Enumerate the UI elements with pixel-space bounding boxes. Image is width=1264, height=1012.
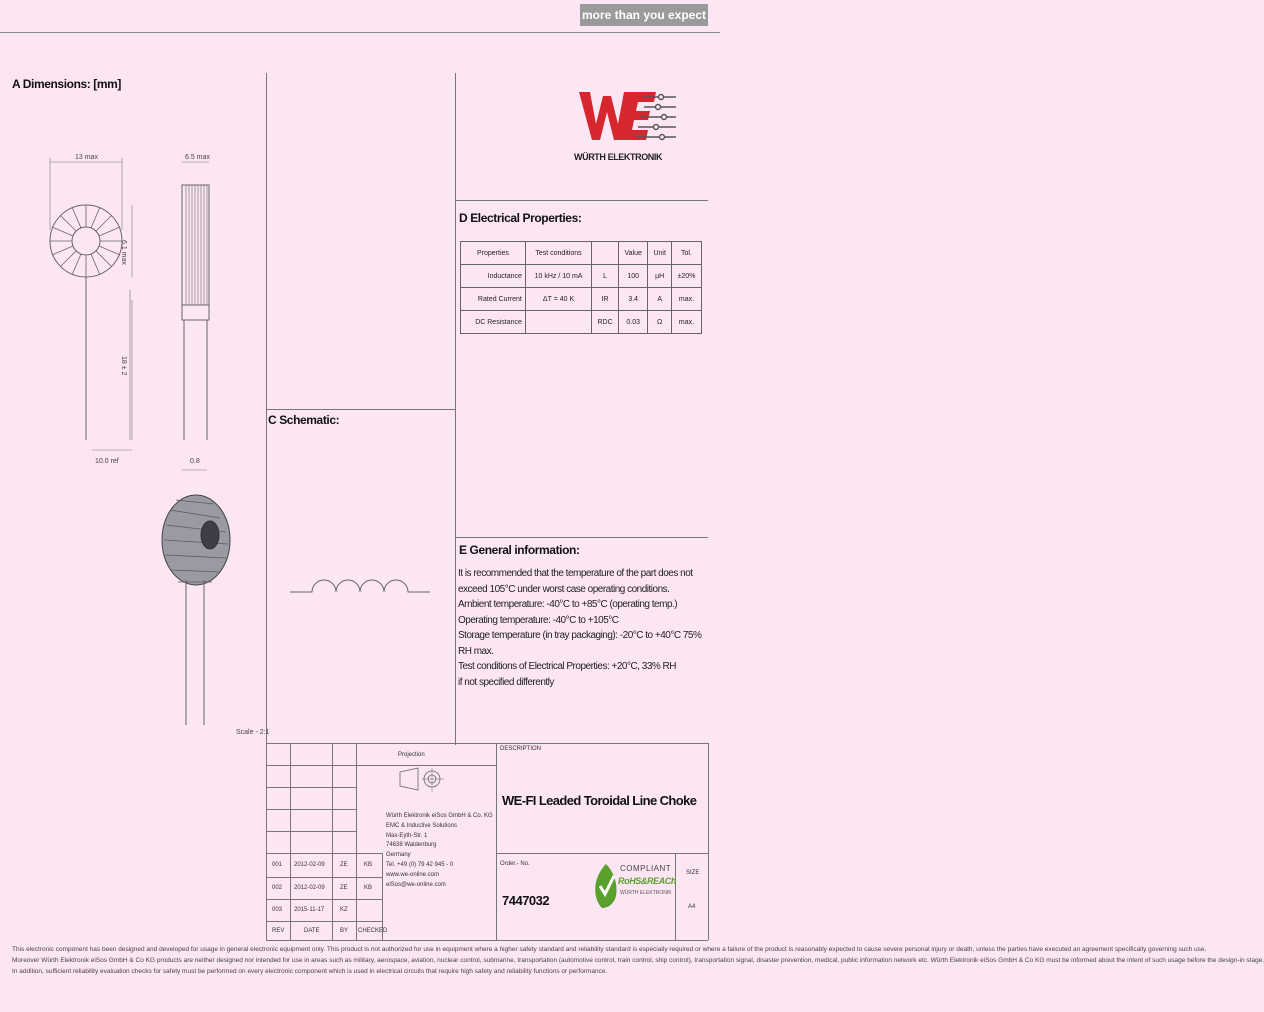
cell-symbol: RDC [592,311,619,334]
cell-property: DC Resistance [461,311,526,334]
table-row [461,311,702,334]
table-header: Tol. [671,242,701,265]
rohs-check-icon [594,862,620,910]
cell-unit: Ω [648,311,672,334]
product-title: WE-FI Leaded Toroidal Line Choke [502,793,697,808]
general-line: Operating temperature: -40°C to +105°C [458,614,619,626]
divider-h-schematic [266,409,455,410]
rev-header-date: DATE [304,928,320,934]
rev-date-cell: 2012-02-09 [294,862,325,868]
rev-header: REV [272,928,285,934]
company-line: Würth Elektronik eiSos GmbH & Co. KG [386,813,493,819]
divider-v-right [455,73,456,745]
section-general-title: E General information: [459,543,580,557]
divider-h-general [455,537,708,538]
slogan-banner: more than you expect [580,4,708,26]
disclaimer [12,944,1264,977]
rev-chk-cell: KB [364,885,373,891]
table-header: Properties [461,242,526,265]
general-information-text [458,566,704,690]
cell-tol: max. [671,288,701,311]
cell-conditions [525,311,591,334]
rev-cell: 001 [272,862,283,868]
rev-by-cell: ZE [340,885,348,891]
cell-unit: A [648,288,672,311]
rev-chk-cell: KB [364,862,373,868]
dim-lead-length-label: 18 ± 2 [120,356,127,376]
table-header: Value [618,242,647,265]
logo-company-name: WÜRTH ELEKTRONIK [574,152,663,162]
description-label: DESCRIPTION [500,746,542,752]
section-dimensions-title: A Dimensions: [mm] [12,77,122,91]
projection-label: Projection [398,752,425,758]
disclaimer-line: Moreover Würth Elektronik eiSos GmbH & Co KG products are neither designed nor intended for use in areas such as military, aerospace, aviation, nuclear control, submarine, transportation (automotive control, train control, ship control), transportation signal, disaster prevention, medical, public information network etc. Würth Elektronik eiSos GmbH & Co KG must be informed about the intent of such usage before the design-in stage. [12,957,1264,964]
cell-property: Inductance [461,265,526,288]
dim-pitch-label: 10.0 ref [95,458,119,465]
section-electrical-title: D Electrical Properties: [459,211,582,225]
company-line: Max-Eyth-Str. 1 [386,832,428,839]
table-header-row [461,242,702,265]
disclaimer-line: This electronic component has been designed and developed for usage in general electronic equipment only. This product is not authorized for use in equipment where a higher safety standard and reliability standard is especially required or where a failure of the product is reasonably expected to cause severe personal injury or death, unless the parties have executed an agreement specifically governing such use. [12,946,1207,953]
general-line: Storage temperature (in tray packaging): -20°C to +40°C 75% RH max. [458,630,702,657]
cell-value: 100 [618,265,647,288]
rev-by-cell: KZ [340,907,348,913]
general-line: if not specified differently [458,676,554,688]
table-header: Unit [648,242,672,265]
cell-property: Rated Current [461,288,526,311]
company-line: EMC & Inductive Solutions [386,822,458,829]
size-label: SIZE [686,870,700,876]
we-logo [576,84,686,174]
cell-conditions: ΔT = 40 K [525,288,591,311]
dimension-drawing [0,140,266,740]
projection-symbol-icon [396,762,446,798]
section-schematic-title: C Schematic: [268,413,340,427]
rev-date-cell: 2012-02-09 [294,885,325,891]
general-line: Ambient temperature: -40°C to +85°C (operating temp.) [458,599,678,610]
disclaimer-line: In addition, sufficient reliability evaluation checks for safety must be performed on every electronic component which is used in electrical circuits that require high safety and reliability functions or performance. [12,968,608,975]
company-line: 74638 Waldenburg [386,842,437,849]
cell-symbol: L [592,265,619,288]
compliant-text: COMPLIANT [620,864,672,873]
rev-date-cell: 2015-11-17 [294,907,325,913]
electrical-properties-table [460,241,702,334]
rohs-text: RoHS&REACh [618,876,676,886]
cell-value: 0.03 [618,311,647,334]
company-address [386,812,493,890]
dim-thickness-label: 6.5 max [185,154,210,161]
cell-conditions: 10 kHz / 10 mA [525,265,591,288]
scale-label: Scale - 2:1 [236,729,270,736]
rohs-reach-badge [594,860,676,912]
sheet-format: A4 [688,904,696,910]
table-header: Test conditions [525,242,591,265]
company-line: Tel. +49 (0) 79 42 945 - 0 [386,861,454,868]
dim-hole-label: 6.1 max [120,240,127,265]
cell-tol: ±20% [671,265,701,288]
dim-width-label: 13 max [75,154,98,161]
cell-unit: µH [648,265,672,288]
table-header [592,242,619,265]
table-row [461,265,702,288]
dim-lead-label: 0.8 [190,458,200,465]
inductor-symbol [285,560,445,600]
rev-cell: 002 [272,885,283,891]
company-line: www.we-online.com [386,871,440,878]
order-number-label: Order.- No. [500,861,530,867]
part-number: 7447032 [502,893,550,908]
rev-cell: 003 [272,907,283,913]
cell-tol: max. [671,311,701,334]
cell-symbol: IR [592,288,619,311]
rev-header-checked: CHECKED [358,928,388,934]
cell-value: 3.4 [618,288,647,311]
rohs-sub-text: WÜRTH ELEKTRONIK [620,890,672,896]
general-line: Test conditions of Electrical Properties: +20°C, 33% RH [458,661,676,672]
company-line: eiSos@we-online.com [386,881,446,888]
general-line: It is recommended that the temperature of the part does not exceed 105°C under worst case operating conditions. [458,568,693,595]
divider-h-electrical [455,200,708,201]
company-line: Germany [386,852,411,859]
rev-header-by: BY [340,928,349,934]
table-row [461,288,702,311]
rev-by-cell: ZE [340,862,348,868]
